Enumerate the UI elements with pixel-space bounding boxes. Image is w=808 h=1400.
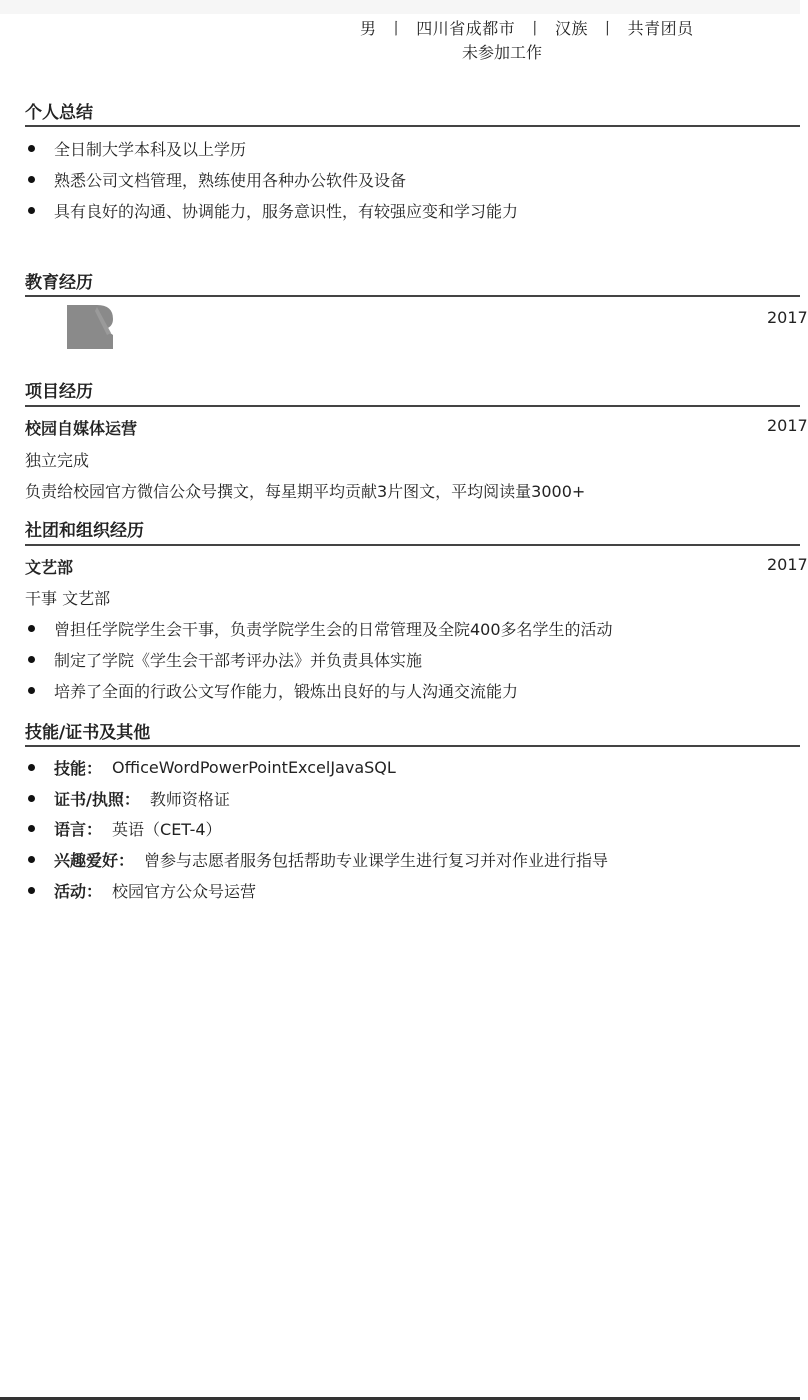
separator: 丨 bbox=[599, 19, 617, 38]
skill-value: 英语（CET-4） bbox=[112, 820, 222, 839]
section-divider bbox=[25, 405, 800, 407]
skill-value: OfficeWordPowerPointExcelJavaSQL bbox=[112, 758, 396, 777]
club-item: 制定了学院《学生会干部考评办法》并负责具体实施 bbox=[25, 648, 422, 671]
section-title-clubs: 社团和组织经历 bbox=[25, 521, 144, 541]
bullet-icon bbox=[28, 825, 35, 832]
section-divider bbox=[25, 295, 800, 297]
skill-label: 证书/执照： bbox=[54, 790, 140, 809]
school-logo-image bbox=[67, 305, 113, 349]
summary-item: 熟悉公司文档管理，熟练使用各种办公软件及设备 bbox=[25, 168, 406, 191]
section-divider bbox=[25, 544, 800, 546]
top-band bbox=[0, 0, 800, 14]
skill-value: 曾参与志愿者服务包括帮助专业课学生进行复习并对作业进行指导 bbox=[144, 851, 609, 870]
club-item: 培养了全面的行政公文写作能力，锻炼出良好的与人沟通交流能力 bbox=[25, 679, 518, 702]
skill-label: 活动： bbox=[54, 882, 103, 901]
bullet-icon bbox=[28, 764, 35, 771]
section-title-summary: 个人总结 bbox=[25, 103, 93, 123]
separator: 丨 bbox=[526, 19, 544, 38]
summary-item: 全日制大学本科及以上学历 bbox=[25, 137, 246, 160]
work-status: 未参加工作 bbox=[462, 43, 543, 62]
location: 四川省成都市 bbox=[416, 19, 516, 38]
skill-item bbox=[25, 787, 230, 810]
bullet-icon bbox=[28, 625, 35, 632]
skill-item bbox=[25, 817, 222, 840]
club-date: 2017 bbox=[767, 555, 808, 574]
project-name: 校园自媒体运营 bbox=[25, 419, 138, 438]
personal-info-line bbox=[360, 16, 694, 39]
bullet-icon bbox=[28, 856, 35, 863]
project-description: 负责给校园官方微信公众号撰文，每星期平均贡献3片图文，平均阅读量3000+ bbox=[25, 482, 586, 501]
education-date: 2017 bbox=[767, 308, 808, 327]
bullet-icon bbox=[28, 887, 35, 894]
project-date: 2017 bbox=[767, 416, 808, 435]
bullet-icon bbox=[28, 656, 35, 663]
skill-label: 兴趣爱好： bbox=[54, 851, 135, 870]
separator: 丨 bbox=[388, 19, 405, 38]
political-status: 共青团员 bbox=[627, 19, 694, 38]
bullet-icon bbox=[28, 145, 35, 152]
summary-item: 具有良好的沟通、协调能力，服务意识性，有较强应变和学习能力 bbox=[25, 199, 518, 222]
club-name: 文艺部 bbox=[25, 558, 74, 577]
section-divider bbox=[25, 125, 800, 127]
skill-item bbox=[25, 756, 396, 779]
gender: 男 bbox=[360, 19, 377, 38]
skill-label: 语言： bbox=[54, 820, 103, 839]
bullet-icon bbox=[28, 176, 35, 183]
club-role: 干事 文艺部 bbox=[25, 589, 111, 608]
skill-item bbox=[25, 879, 256, 902]
club-item: 曾担任学院学生会干事，负责学院学生会的日常管理及全院400多名学生的活动 bbox=[25, 617, 613, 640]
ethnicity: 汉族 bbox=[554, 19, 588, 38]
section-divider bbox=[25, 745, 800, 747]
project-role: 独立完成 bbox=[25, 451, 90, 470]
bullet-icon bbox=[28, 795, 35, 802]
section-title-skills: 技能/证书及其他 bbox=[25, 723, 151, 743]
skill-value: 教师资格证 bbox=[149, 790, 230, 809]
section-title-education: 教育经历 bbox=[25, 273, 93, 293]
skill-value: 校园官方公众号运营 bbox=[112, 882, 257, 901]
skill-item bbox=[25, 848, 608, 871]
section-title-projects: 项目经历 bbox=[25, 382, 93, 402]
skill-label: 技能： bbox=[54, 759, 103, 778]
bullet-icon bbox=[28, 207, 35, 214]
bullet-icon bbox=[28, 687, 35, 694]
